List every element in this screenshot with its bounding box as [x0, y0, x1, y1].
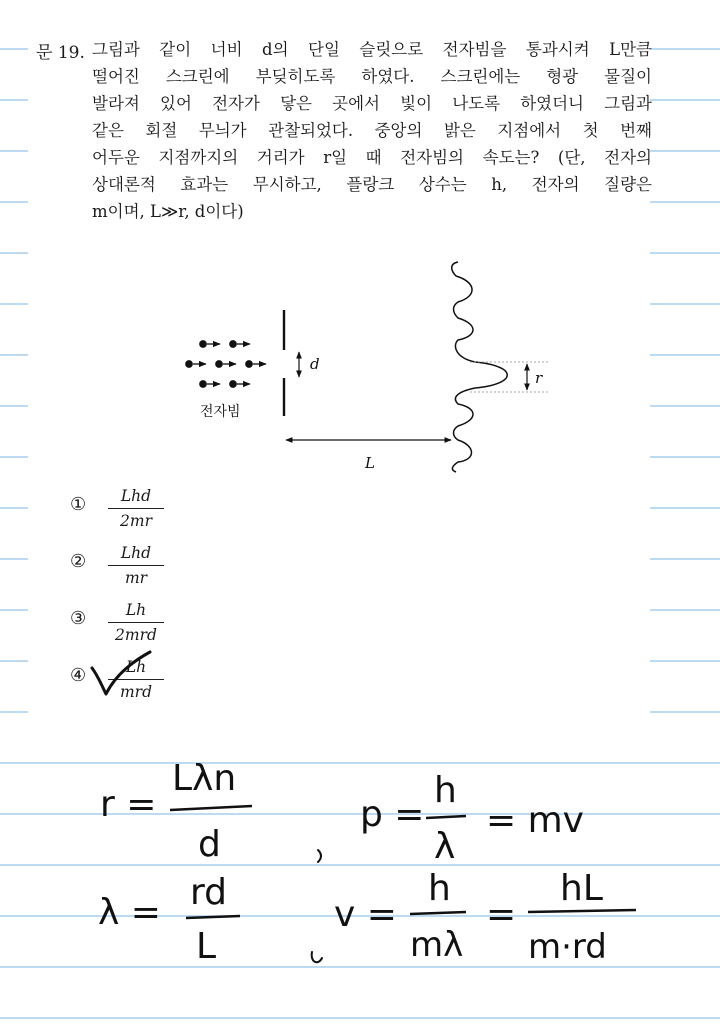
fraction-denominator: mrd [119, 683, 153, 701]
choice-2[interactable] [70, 543, 270, 591]
choice-1[interactable] [70, 486, 270, 534]
choice-3[interactable] [70, 600, 270, 648]
eq3-denominator: L [196, 926, 217, 967]
distance-label: L [365, 454, 375, 472]
slit-width-label: d [310, 355, 320, 373]
eq1-numerator: Lλn [172, 758, 237, 799]
choice-number: ④ [70, 665, 87, 686]
eq1-denominator: d [198, 824, 221, 865]
choice-fraction [108, 657, 164, 702]
beam-label: 전자빔 [200, 404, 241, 420]
question-line: m이며, L≫r, d이다) [92, 202, 244, 221]
fraction-denominator: 2mr [120, 512, 152, 530]
diffraction-pattern-curve [452, 262, 508, 472]
question-line: 어두운 지점까지의 거리가 r일 때 전자빔의 속도는? (단, 전자의 [92, 148, 652, 167]
choice-fraction [108, 543, 164, 588]
eq4-denominator-2: m·rd [528, 927, 607, 967]
question-line: 그림과 같이 너비 d의 단일 슬릿으로 전자빔을 통과시켜 L만큼 [92, 40, 652, 59]
eq3-numerator: rd [190, 872, 228, 913]
question-number: 문 19. [36, 43, 85, 63]
fringe-distance-label: r [535, 369, 543, 387]
question-line: 같은 회절 무늬가 관찰되었다. 중앙의 밝은 지점에서 첫 번째 [92, 121, 652, 140]
eq4-lhs: v = [334, 894, 397, 935]
eq4-denominator: mλ [410, 925, 464, 965]
eq3-lhs: λ = [98, 892, 161, 933]
eq1-lhs: r = [100, 784, 157, 825]
eq4-numerator: h [428, 868, 451, 909]
fraction-numerator: Lhd [120, 487, 152, 505]
eq2-lhs: p = [360, 794, 425, 835]
eq2-numerator: h [434, 770, 457, 811]
fraction-denominator: mr [124, 569, 148, 587]
choice-4[interactable] [70, 657, 270, 705]
fraction-denominator: 2mrd [115, 626, 157, 644]
choice-number: ③ [70, 608, 87, 629]
eq2-rhs: = mv [486, 800, 584, 841]
question-line: 상대론적 효과는 무시하고, 플랑크 상수는 h, 전자의 질량은 [92, 175, 652, 194]
electron-beam-dots [186, 341, 266, 387]
eq2-denominator: λ [434, 826, 456, 867]
fraction-numerator: Lhd [120, 544, 152, 562]
eq4-equals: = [486, 894, 517, 935]
fraction-numerator: Lh [125, 658, 147, 676]
choice-number: ① [70, 494, 87, 515]
eq4-numerator-2: hL [560, 868, 603, 909]
choice-number: ② [70, 551, 87, 572]
choice-fraction [108, 486, 164, 531]
choice-fraction [108, 600, 164, 645]
question-line: 발라져 있어 전자가 닿은 곳에서 빛이 나도록 하였더니 그림과 [92, 94, 652, 113]
fraction-numerator: Lh [125, 601, 147, 619]
question-line: 떨어진 스크린에 부딪히도록 하였다. 스크린에는 형광 물질이 [92, 67, 652, 86]
